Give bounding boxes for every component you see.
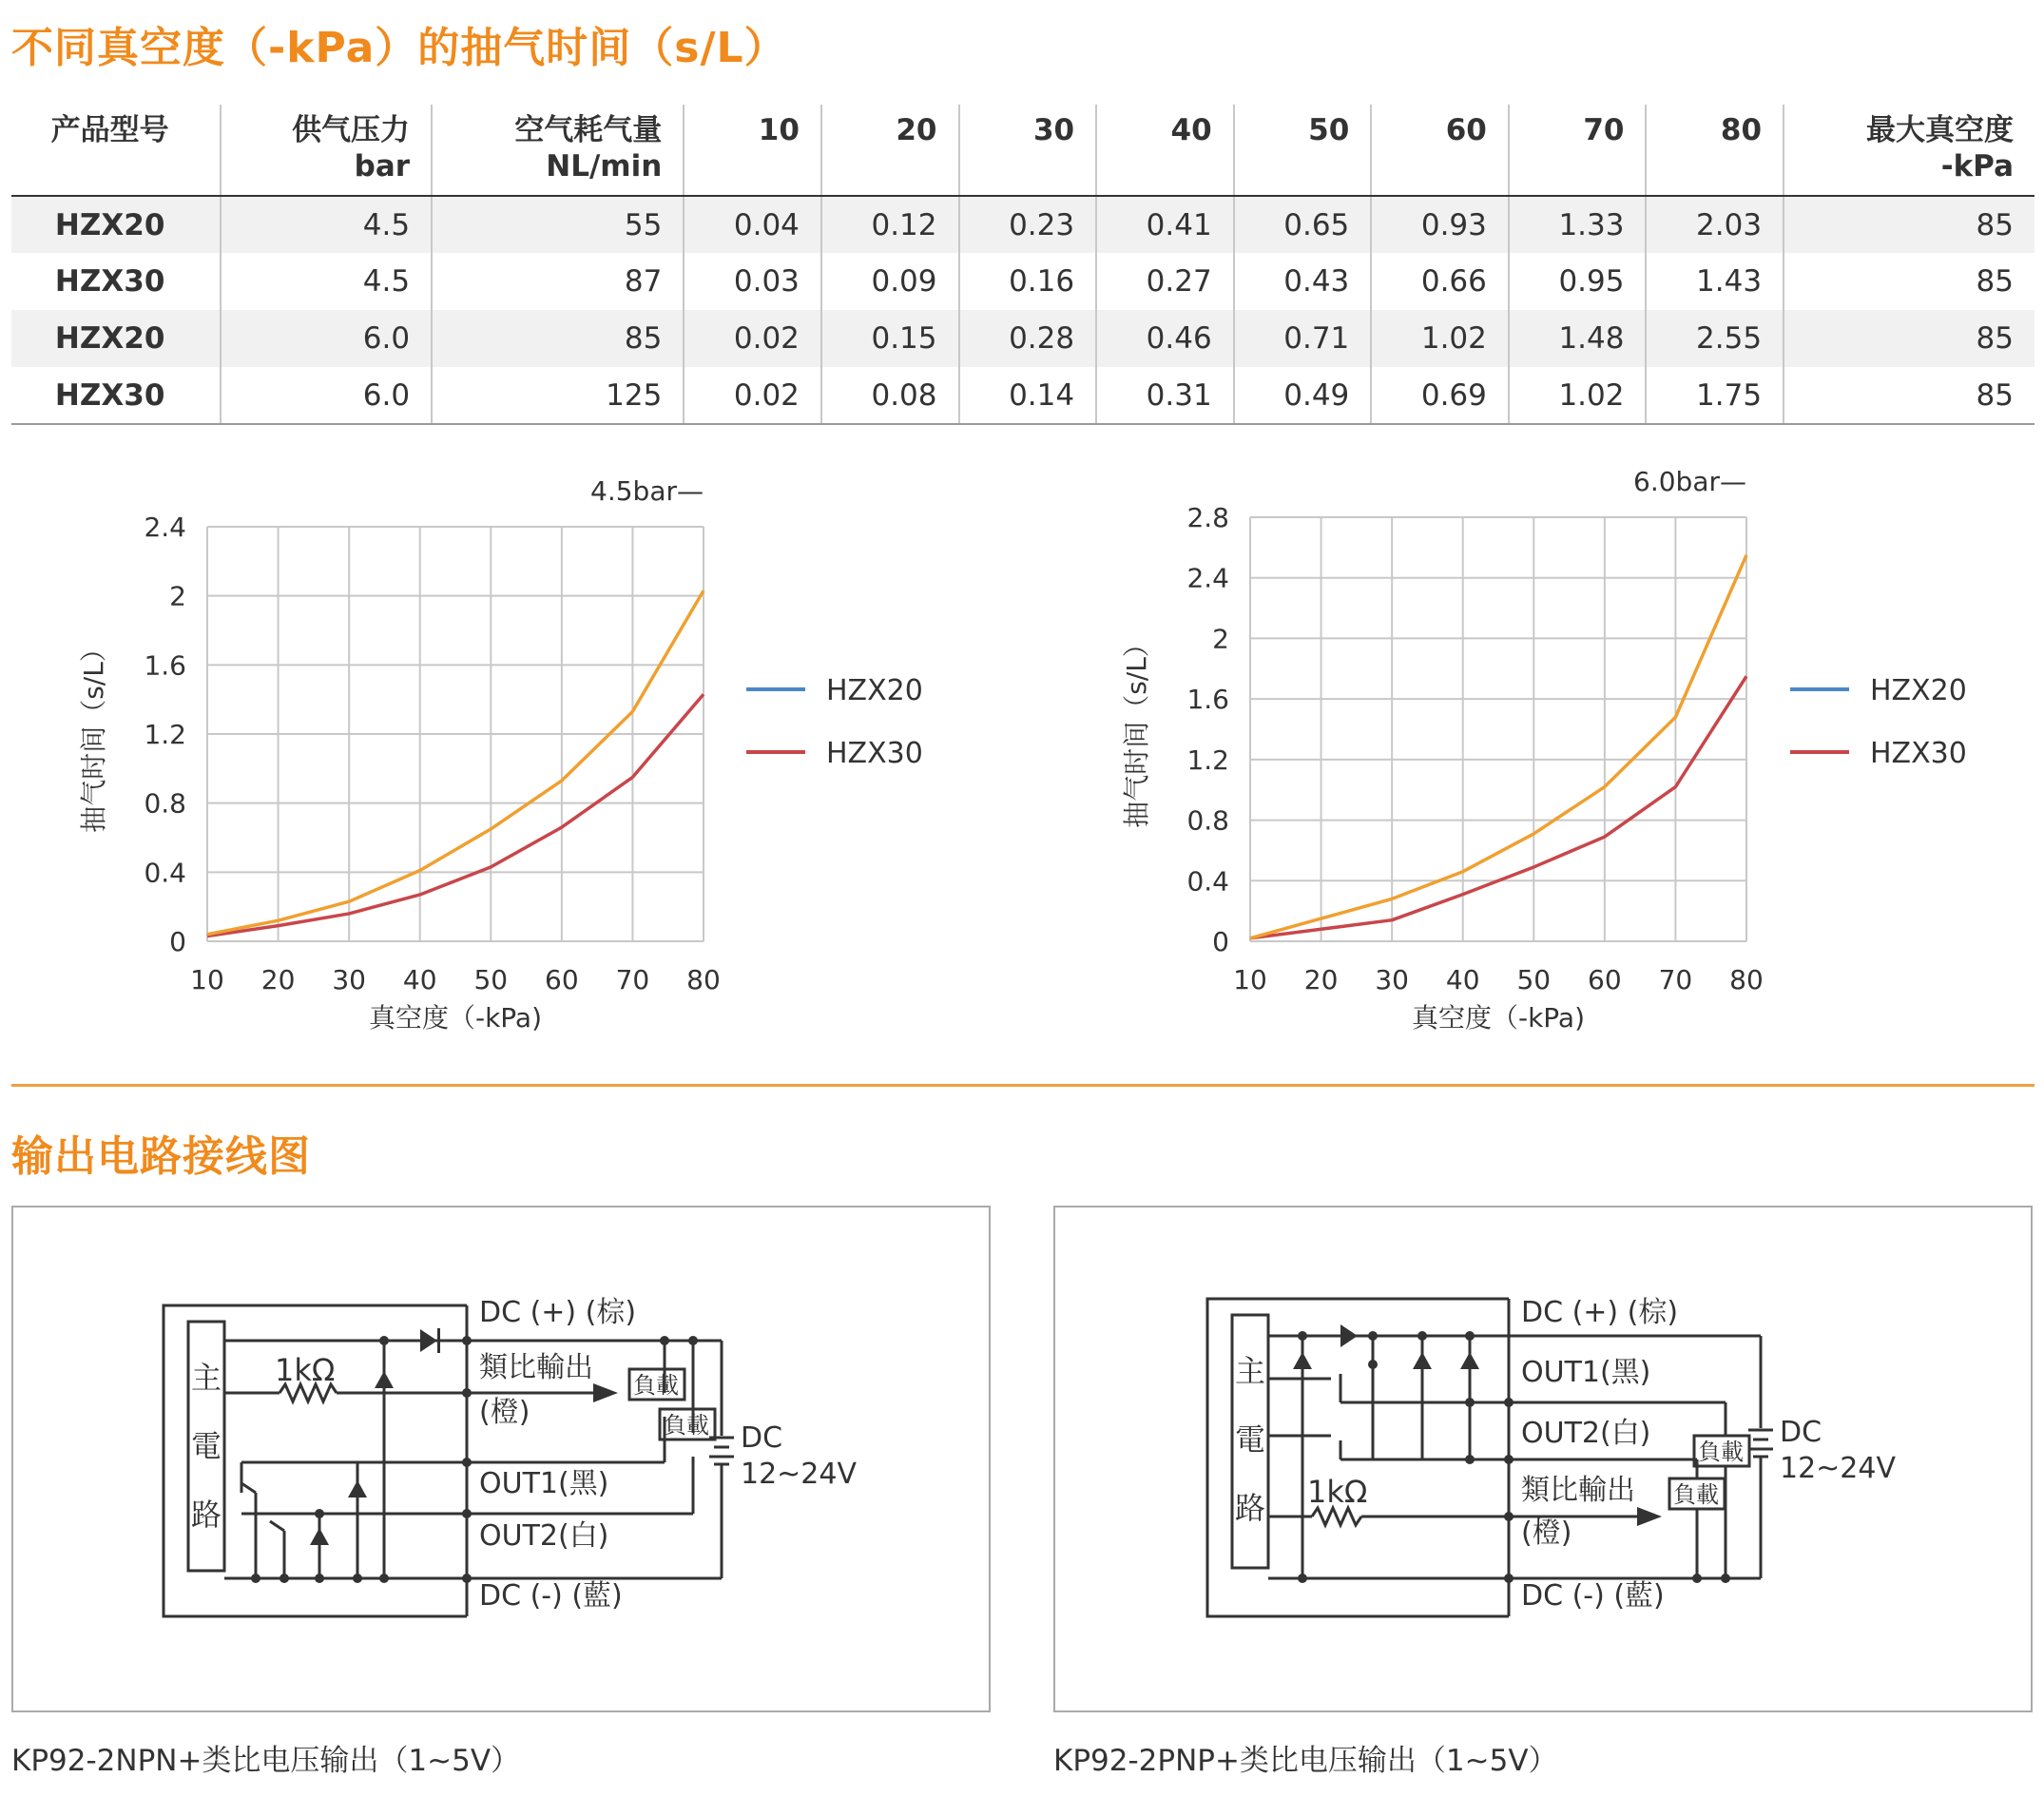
- analog-color-label: (橙): [1521, 1517, 1572, 1550]
- table-cell: 85: [1784, 196, 2034, 253]
- table-cell: 0.95: [1509, 253, 1647, 310]
- table-cell: 0.15: [821, 310, 959, 367]
- table-cell: 0.23: [959, 196, 1097, 253]
- table-header: [1784, 105, 2034, 196]
- arrow-icon: [1637, 1507, 1662, 1526]
- table-cell: 0.66: [1371, 253, 1509, 310]
- x-tick-label: 10: [190, 964, 224, 995]
- table-row: [11, 253, 2034, 310]
- table-cell: 87: [432, 253, 684, 310]
- legend-label: HZX20: [1870, 674, 1967, 707]
- analog-label: 類比輸出: [1521, 1474, 1635, 1507]
- series-line-hzx20: [207, 590, 704, 935]
- junction-dot: [315, 1509, 324, 1518]
- diode-bar: [437, 1328, 440, 1353]
- junction-dot: [462, 1388, 472, 1398]
- table-row: [11, 310, 2034, 367]
- table-cell: 1.02: [1509, 367, 1647, 424]
- table-header: 40: [1096, 105, 1234, 196]
- supply-range-label: 12~24V: [1780, 1452, 1897, 1485]
- table-cell: 0.69: [1371, 367, 1509, 424]
- main-char: 電: [190, 1428, 222, 1464]
- y-axis-label: 抽气时间（s/L）: [1121, 630, 1152, 828]
- table-header: [11, 105, 221, 196]
- table-header: [432, 105, 684, 196]
- junction-dot: [1465, 1331, 1475, 1341]
- model-cell: HZX30: [11, 367, 221, 424]
- transistor-lead: [270, 1521, 284, 1531]
- table-cell: 0.27: [1096, 253, 1234, 310]
- y-tick-label: 1.6: [1186, 684, 1229, 716]
- table-cell: 1.43: [1646, 253, 1784, 310]
- main-char: 路: [190, 1497, 222, 1533]
- table-cell: 2.03: [1646, 196, 1784, 253]
- evacuation-time-table: [11, 105, 2034, 425]
- supply-label: DC: [1780, 1416, 1822, 1449]
- x-tick-label: 20: [260, 964, 296, 995]
- model-cell: HZX20: [11, 310, 221, 367]
- load-label: 負載: [1698, 1439, 1744, 1465]
- y-tick-label: 2: [169, 580, 186, 612]
- model-cell: HZX30: [54, 264, 165, 299]
- table-cell: 0.12: [821, 196, 959, 253]
- table-cell: 125: [432, 367, 684, 424]
- pnp-circuit-panel: [1053, 1206, 2033, 1712]
- load-label: 負載: [633, 1372, 679, 1399]
- table-cell: 0.28: [959, 310, 1097, 367]
- junction-dot: [315, 1574, 324, 1583]
- resistor-label: 1kΩ: [275, 1352, 336, 1388]
- diode-icon: [420, 1329, 437, 1352]
- x-tick-label: 80: [1729, 964, 1764, 995]
- dc-plus-label: DC (+) (棕): [479, 1296, 637, 1329]
- junction-dot: [1298, 1331, 1307, 1341]
- x-tick-label: 30: [332, 964, 366, 995]
- junction-dot: [280, 1574, 289, 1583]
- x-tick-label: 70: [615, 964, 650, 995]
- main-char: 路: [1234, 1490, 1266, 1526]
- supply-label: DC: [741, 1421, 783, 1455]
- table-cell: 0.31: [1096, 367, 1234, 424]
- main-char: 電: [1234, 1421, 1266, 1458]
- x-tick-label: 30: [1375, 964, 1409, 995]
- junction-dot: [1721, 1574, 1730, 1583]
- junction-dot: [379, 1574, 389, 1583]
- resistor-label: 1kΩ: [1307, 1474, 1368, 1510]
- table-cell: 0.04: [684, 196, 821, 253]
- pnp-circuit-caption: KP92-2PNP+类比电压输出（1~5V）: [1053, 1744, 1558, 1778]
- y-tick-label: 1.2: [1186, 744, 1229, 776]
- junction-dot: [353, 1574, 362, 1583]
- x-tick-label: 10: [1233, 964, 1267, 995]
- analog-label: 類比輸出: [479, 1351, 593, 1384]
- diode-icon: [348, 1480, 367, 1498]
- x-tick-label: 50: [1516, 964, 1552, 995]
- junction-dot: [1368, 1360, 1378, 1369]
- y-tick-label: 2.8: [1186, 502, 1229, 533]
- diode-icon: [375, 1371, 394, 1388]
- y-tick-label: 1.6: [144, 649, 186, 682]
- section-title-circuit: 输出电路接线图: [11, 1132, 311, 1181]
- header-line: 空气耗气量: [514, 113, 663, 147]
- junction-dot: [1368, 1331, 1378, 1341]
- header-line: 供气压力: [292, 113, 411, 147]
- junction-dot: [251, 1574, 260, 1583]
- table-cell: 0.41: [1096, 196, 1234, 253]
- diode-icon: [1413, 1352, 1432, 1369]
- table-header: 50: [1234, 105, 1372, 196]
- table-header: 60: [1371, 105, 1509, 196]
- chart-title: 6.0bar—: [1633, 466, 1746, 497]
- x-axis-label: 真空度（-kPa): [1411, 1002, 1586, 1034]
- table-row: [11, 196, 2034, 253]
- table-cell: 1.48: [1509, 310, 1647, 367]
- diode-icon: [1293, 1352, 1312, 1369]
- x-tick-label: 60: [1588, 964, 1622, 995]
- y-tick-label: 0: [1212, 926, 1229, 957]
- chart-6-0bar: [1022, 447, 2044, 1055]
- table-cell: 1.33: [1509, 196, 1647, 253]
- table-cell: 0.03: [684, 253, 821, 310]
- chart-4-5bar: [0, 447, 1022, 1055]
- table-cell: 4.5: [221, 253, 432, 310]
- series-line-hzx30: [207, 694, 704, 936]
- table-header: 80: [1646, 105, 1784, 196]
- junction-dot: [1298, 1574, 1307, 1583]
- table-cell: 2.55: [1646, 310, 1784, 367]
- npn-circuit-caption: KP92-2NPN+类比电压输出（1~5V）: [11, 1744, 521, 1778]
- out1-label: OUT1(黑): [1521, 1356, 1651, 1389]
- arrow-icon: [593, 1383, 618, 1402]
- table-cell: 85: [432, 310, 684, 367]
- table-header: 20: [821, 105, 959, 196]
- table-header: [221, 105, 432, 196]
- table-cell: 0.08: [821, 367, 959, 424]
- junction-dot: [1465, 1455, 1475, 1464]
- header-unit: NL/min: [546, 149, 663, 184]
- junction-dot: [1504, 1574, 1514, 1583]
- y-tick-label: 0: [169, 926, 186, 957]
- main-char: 主: [190, 1360, 222, 1396]
- x-tick-label: 20: [1303, 964, 1339, 995]
- header-line: 最大真空度: [1866, 113, 2014, 147]
- x-tick-label: 70: [1658, 964, 1693, 995]
- junction-dot: [1465, 1398, 1475, 1407]
- table-cell: 4.5: [221, 196, 432, 253]
- table-cell: 0.65: [1234, 196, 1372, 253]
- diode-icon: [1340, 1324, 1358, 1347]
- table-header: 70: [1509, 105, 1647, 196]
- header-unit: bar: [354, 149, 411, 184]
- analog-color-label: (橙): [479, 1396, 530, 1429]
- y-axis-label: 抽气时间（s/L）: [78, 635, 109, 833]
- table-row: [11, 367, 2034, 424]
- junction-dot: [1504, 1512, 1514, 1521]
- table-cell: 0.43: [1234, 253, 1372, 310]
- legend-label: HZX20: [826, 674, 923, 707]
- load-label: 負載: [1673, 1481, 1719, 1508]
- resistor-symbol: [1312, 1508, 1361, 1525]
- junction-dot: [462, 1458, 472, 1467]
- table-cell: 0.71: [1234, 310, 1372, 367]
- junction-dot: [462, 1574, 472, 1583]
- npn-circuit-panel: [11, 1206, 991, 1712]
- series-line-hzx30: [1250, 676, 1746, 938]
- dc-minus-label: DC (-) (藍): [1521, 1579, 1665, 1613]
- load-label: 負載: [664, 1412, 709, 1439]
- junction-dot: [1504, 1455, 1514, 1464]
- table-cell: 0.09: [821, 253, 959, 310]
- legend-label: HZX30: [1870, 737, 1967, 770]
- npn-wiring-diagram: [13, 1208, 993, 1714]
- header-unit: -kPa: [1940, 149, 2014, 184]
- x-tick-label: 50: [473, 964, 509, 995]
- table-cell: 55: [432, 196, 684, 253]
- table-cell: 6.0: [221, 310, 432, 367]
- legend-label: HZX30: [826, 737, 923, 770]
- table-cell: 0.02: [684, 367, 821, 424]
- table-header: 30: [959, 105, 1097, 196]
- out2-label: OUT2(白): [479, 1519, 609, 1553]
- table-cell: 85: [1784, 310, 2034, 367]
- diode-icon: [1460, 1352, 1479, 1369]
- y-tick-label: 2.4: [1186, 562, 1229, 594]
- x-tick-label: 60: [545, 964, 579, 995]
- dc-plus-label: DC (+) (棕): [1521, 1296, 1679, 1329]
- x-tick-label: 40: [1445, 964, 1480, 995]
- junction-dot: [462, 1336, 472, 1345]
- y-tick-label: 2.4: [144, 512, 186, 543]
- table-cell: 0.02: [684, 310, 821, 367]
- table-header-row: [11, 105, 2034, 196]
- table-cell: 85: [1784, 367, 2034, 424]
- main-char: 主: [1234, 1353, 1266, 1389]
- transistor-lead: [241, 1483, 256, 1493]
- y-tick-label: 0.4: [144, 857, 186, 889]
- junction-dot: [660, 1336, 669, 1345]
- table-cell: 0.93: [1371, 196, 1509, 253]
- x-axis-label: 真空度（-kPa): [368, 1002, 543, 1034]
- out1-label: OUT1(黑): [479, 1467, 609, 1500]
- chart-title: 4.5bar—: [590, 475, 704, 507]
- junction-dot: [688, 1336, 698, 1345]
- junction-dot: [462, 1509, 472, 1518]
- table-header: 10: [684, 105, 821, 196]
- table-cell: 85: [1784, 253, 2034, 310]
- table-cell: 0.14: [959, 367, 1097, 424]
- x-tick-label: 40: [402, 964, 437, 995]
- y-tick-label: 2: [1212, 623, 1229, 655]
- y-tick-label: 0.8: [144, 787, 186, 820]
- diode-icon: [310, 1528, 329, 1545]
- supply-range-label: 12~24V: [741, 1458, 858, 1491]
- junction-dot: [1504, 1398, 1514, 1407]
- out2-label: OUT2(白): [1521, 1417, 1651, 1450]
- table-cell: 0.16: [959, 253, 1097, 310]
- y-tick-label: 0.8: [1186, 804, 1229, 837]
- x-tick-label: 80: [686, 964, 721, 995]
- header-line: 产品型号: [50, 113, 169, 147]
- table-cell: 0.46: [1096, 310, 1234, 367]
- table-cell: 0.49: [1234, 367, 1372, 424]
- y-tick-label: 0.4: [1186, 865, 1229, 898]
- table-cell: 1.02: [1371, 310, 1509, 367]
- junction-dot: [379, 1336, 389, 1345]
- table-cell: 1.75: [1646, 367, 1784, 424]
- model-cell: HZX20: [11, 196, 221, 253]
- table-body: [11, 196, 2034, 424]
- pnp-wiring-diagram: [1055, 1208, 2034, 1714]
- junction-dot: [1692, 1574, 1702, 1583]
- section-title-evacuation: 不同真空度（-kPa）的抽气时间（s/L）: [11, 24, 787, 72]
- table-cell: 6.0: [221, 367, 432, 424]
- y-tick-label: 1.2: [144, 719, 186, 750]
- dc-minus-label: DC (-) (藍): [479, 1579, 623, 1613]
- junction-dot: [1417, 1331, 1427, 1341]
- section-divider: [11, 1084, 2034, 1087]
